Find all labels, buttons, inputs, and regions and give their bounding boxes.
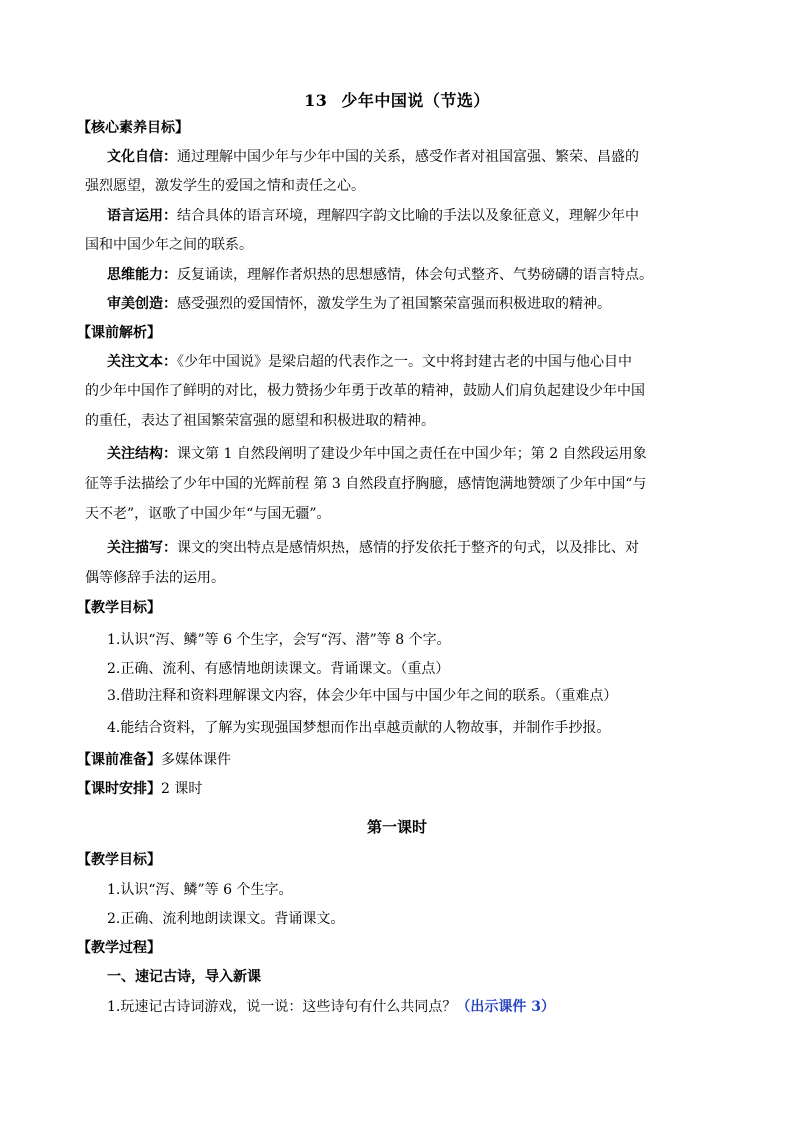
teaching-goal-item: 4.能结合资料，了解为实现强国梦想而作出卓越贡献的人物故事，并制作手抄报。 — [107, 720, 611, 736]
lesson-one-process-heading: 【教学过程】 — [77, 940, 161, 956]
teaching-goal-item: 3.借助注释和资料理解课文内容，体会少年中国与中国少年之间的联系。（重难点） — [107, 688, 618, 704]
schedule-line — [77, 780, 202, 798]
culture-line-1 — [107, 148, 639, 166]
culture-text-2: 强烈愿望，激发学生的爱国之情和责任之心。 — [85, 178, 365, 194]
focus-description-1: 课文的突出特点是感情炽热，感情的抒发依托于整齐的句式，以及排比、对 — [177, 540, 639, 556]
focus-description-line-1 — [107, 539, 639, 557]
focus-structure-2: 征等手法描绘了少年中国的光辉前程 第 3 自然段直抒胸臆，感情饱满地赞颂了少年中国“与 — [85, 476, 647, 492]
focus-text-label: 关注文本： — [107, 354, 177, 370]
focus-structure-line-1 — [107, 445, 647, 463]
teaching-goal-item: 1.认识“泻、鳞”等 6 个生字，会写“泻、潜”等 8 个字。 — [107, 632, 451, 648]
lesson-one-goal-item: 1.认识“泻、鳞”等 6 个生字。 — [107, 882, 293, 898]
focus-description-label: 关注描写： — [107, 540, 177, 556]
focus-structure-3: 天不老”，讴歌了中国少年“与国无疆”。 — [85, 506, 331, 522]
step-one-item — [107, 998, 555, 1016]
culture-text-1: 通过理解中国少年与少年中国的关系，感受作者对祖国富强、繁荣、昌盛的 — [177, 149, 639, 165]
step-one-title: 一、速记古诗，导入新课 — [107, 969, 261, 985]
thinking-text: 反复诵读，理解作者炽热的思想感情，体会句式整齐、气势磅礴的语言特点。 — [177, 267, 653, 283]
language-text-1: 结合具体的语言环境，理解四字韵文比喻的手法以及象征意义，理解少年中 — [177, 208, 639, 224]
language-label: 语言运用： — [107, 208, 177, 224]
focus-text-2: 的少年中国作了鲜明的对比，极力赞扬少年勇于改革的精神，鼓励人们肩负起建设少年中国 — [85, 383, 645, 399]
aesthetic-label: 审美创造： — [107, 296, 177, 312]
prep-heading: 【课前准备】 — [77, 752, 161, 768]
analysis-heading: 【课前解析】 — [77, 325, 161, 341]
schedule-value: 2 课时 — [161, 781, 203, 797]
thinking-label: 思维能力： — [107, 267, 177, 283]
lesson-title-text: 少年中国说（节选） — [341, 91, 490, 110]
culture-label: 文化自信： — [107, 149, 177, 165]
schedule-heading: 【课时安排】 — [77, 781, 161, 797]
courseware-note: （出示课件 3） — [456, 999, 555, 1015]
focus-description-2: 偶等修辞手法的运用。 — [85, 570, 225, 586]
thinking-line — [107, 266, 653, 284]
lesson-one-goals-heading: 【教学目标】 — [77, 852, 161, 868]
teaching-goals-heading: 【教学目标】 — [77, 600, 161, 616]
lesson-one-title: 第一课时 — [366, 818, 427, 836]
aesthetic-text: 感受强烈的爱国情怀，激发学生为了祖国繁荣富强而积极进取的精神。 — [177, 296, 611, 312]
step-one-text: 1.玩速记古诗词游戏，说一说：这些诗句有什么共同点？ — [107, 999, 457, 1015]
lesson-number: 13 — [304, 91, 328, 110]
lesson-title — [0, 88, 794, 111]
teaching-goal-item: 2.正确、流利、有感情地朗读课文。背诵课文。（重点） — [107, 661, 450, 677]
language-line-1 — [107, 207, 639, 225]
focus-structure-1: 课文第 1 自然段阐明了建设少年中国之责任在中国少年；第 2 自然段运用象 — [177, 446, 647, 462]
focus-text-3: 的重任，表达了祖国繁荣富强的愿望和积极进取的精神。 — [85, 413, 435, 429]
aesthetic-line — [107, 295, 611, 313]
focus-structure-label: 关注结构： — [107, 446, 177, 462]
focus-text-1: 《少年中国说》是梁启超的代表作之一。文中将封建古老的中国与他心目中 — [177, 354, 632, 370]
language-text-2: 国和中国少年之间的联系。 — [85, 237, 253, 253]
core-goals-heading: 【核心素养目标】 — [77, 120, 189, 136]
prep-value: 多媒体课件 — [161, 752, 231, 768]
focus-text-line-1 — [107, 353, 632, 371]
prep-line — [77, 751, 231, 769]
lesson-one-goal-item: 2.正确、流利地朗读课文。背诵课文。 — [107, 911, 345, 927]
